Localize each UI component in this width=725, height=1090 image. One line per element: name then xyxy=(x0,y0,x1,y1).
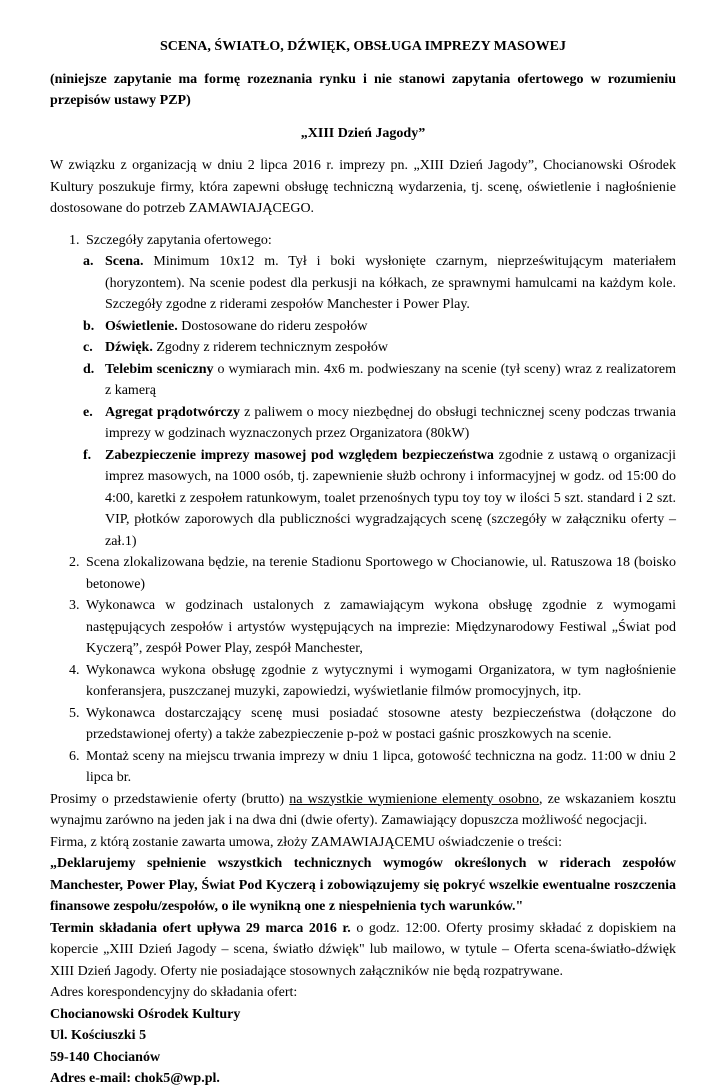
list-item-3 xyxy=(69,595,676,660)
sub-item-b xyxy=(83,316,676,338)
deadline-paragraph xyxy=(50,918,676,983)
sub-item-b-lead: Oświetlenie. xyxy=(105,318,178,334)
offer-request-paragraph xyxy=(50,789,676,832)
offer-request-underlined: na wszystkie wymienione elementy osobno xyxy=(289,791,540,807)
sub-item-f-letter: f. xyxy=(83,447,92,463)
sub-item-b-text xyxy=(105,316,676,338)
sub-item-b-letter: b. xyxy=(83,318,95,334)
sub-item-e-text xyxy=(105,402,676,445)
list-item-2-number: 2. xyxy=(69,555,80,570)
sub-item-d-text xyxy=(105,359,676,402)
sub-item-a-text xyxy=(105,251,676,316)
org-name: Chocianowski Ośrodek Kultury xyxy=(50,1006,241,1022)
sub-item-c-text xyxy=(105,337,676,359)
sub-item-c-lead: Dźwięk. xyxy=(105,340,153,355)
sub-item-d-body: o wymiarach min. 4x6 m. podwieszany na scenie (tył sceny) wraz z realizatorem z kamerą xyxy=(105,361,676,398)
deadline-bold: Termin składania ofert upływa 29 marca 2016 r. xyxy=(50,920,351,936)
list-item-3-text: Wykonawca w godzinach ustalonych z zamawiającym wykona obsługę zgodnie z wymogami następujących zespołów i artystów występujących na imprezie: Międzynarodowy Festiwal „Świat pod Kyczerą”, zespół Power Play, zespół Manchester, xyxy=(86,598,676,656)
event-title: „XIII Dzień Jagody” xyxy=(300,125,426,141)
list-item-5-text: Wykonawca dostarczający scenę musi posiadać stosowne atesty bezpieczeństwa (dołączone do przedstawionej oferty) a także zabezpieczenie p-poż w postaci gaśnic proszkowych na scenie. xyxy=(86,705,676,742)
sub-item-d-lead: Telebim sceniczny xyxy=(105,361,214,377)
sub-item-d-letter: d. xyxy=(83,361,95,377)
sub-item-d xyxy=(83,359,676,402)
sub-item-f-lead: Zabezpieczenie imprezy masowej pod względem bezpieczeństwa xyxy=(105,447,494,463)
address-intro: Adres korespondencyjny do składania ofert: xyxy=(50,985,298,1000)
org-city: 59-140 Chocianów xyxy=(50,1049,161,1065)
sub-item-c xyxy=(83,337,676,359)
ordered-list xyxy=(50,230,676,789)
list-item-1 xyxy=(69,230,676,252)
sub-item-e-body: z paliwem o mocy niezbędnej do obsługi technicznej sceny podczas trwania imprezy w godzinach wyznaczonych przez Organizatora (80kW) xyxy=(105,404,676,441)
declaration-paragraph: „Deklarujemy spełnienie wszystkich technicznych wymogów określonych w riderach zespołów Manchester, Power Play, Świat Pod Kyczerą i zobowiązujemy się pokryć wszelkie ewentualne roszczenia finansowe zespołu/zespołów, o ile wynikną one z niespełnienia tych warunków." xyxy=(50,856,676,914)
list-item-1-text: Szczegóły zapytania ofertowego: xyxy=(86,232,272,248)
document-title: SCENA, ŚWIATŁO, DŹWIĘK, OBSŁUGA IMPREZY MASOWEJ xyxy=(159,39,567,54)
sub-item-a-lead: Scena. xyxy=(105,254,144,269)
list-item-6-text: Montaż sceny na miejscu trwania imprezy w dniu 1 lipca, gotowość techniczna na godz. 11:00 w dniu 2 lipca br. xyxy=(86,748,676,785)
list-item-5-number: 5. xyxy=(69,705,80,721)
sub-item-f-text xyxy=(105,445,676,553)
org-email: Adres e-mail: chok5@wp.pl. xyxy=(50,1071,220,1086)
sub-item-e-lead: Agregat prądotwórczy xyxy=(105,404,240,420)
list-item-3-number: 3. xyxy=(69,598,80,613)
list-item-6-number: 6. xyxy=(69,748,80,764)
list-item-6 xyxy=(69,746,676,789)
sub-item-a-letter: a. xyxy=(83,254,94,269)
sub-item-c-body: Zgodny z riderem technicznym zespołów xyxy=(152,340,389,355)
offer-request-post: , ze wskazaniem kosztu wynajmu zarówno na jeden jak i na dwa dni (dwie oferty). Zamawiający dopuszcza możliwość negocjacji. xyxy=(50,791,676,828)
list-item-5 xyxy=(69,703,676,746)
list-item-2-text: Scena zlokalizowana będzie, na terenie Stadionu Sportowego w Chocianowie, ul. Ratuszowa 18 (boisko betonowe) xyxy=(86,555,676,592)
sub-item-f xyxy=(83,445,676,553)
agreement-intro-paragraph: Firma, z którą zostanie zawarta umowa, złoży ZAMAWIAJĄCEMU oświadczenie o treści: xyxy=(50,834,563,850)
sub-item-e xyxy=(83,402,676,445)
sub-item-c-letter: c. xyxy=(83,340,93,355)
intro-paragraph: W związku z organizacją w dniu 2 lipca 2016 r. imprezy pn. „XIII Dzień Jagody”, Chocianowski Ośrodek Kultury poszukuje firmy, która zapewni obsługę techniczną wydarzenia, tj. scenę, oświetlenie i nagłośnienie dostosowane do potrzeb ZAMAWIAJĄCEGO. xyxy=(50,158,676,216)
org-street: Ul. Kościuszki 5 xyxy=(50,1028,147,1043)
sub-item-a xyxy=(83,251,676,316)
list-item-4-number: 4. xyxy=(69,662,80,678)
offer-request-pre: Prosimy o przedstawienie oferty (brutto) xyxy=(50,791,290,807)
sub-item-f-body: zgodnie z ustawą o organizacji imprez masowych, na 1000 osób, tj. zapewnienie służb ochrony i informacyjnej w godz. od 15:00 do 4:00, karetki z zespołem ratunkowym, toalet przenośnych typu toy toy w ilości 5 szt. standard i 2 szt. VIP, płotków zaporowych dla publiczności wygradzających scenę (szczegóły w załączniku oferty – zał.1) xyxy=(105,447,676,549)
sub-item-b-body: Dostosowane do rideru zespołów xyxy=(177,318,368,334)
deadline-rest: o godz. 12:00. Oferty prosimy składać z dopiskiem na kopercie „XIII Dzień Jagody – scena, światło dźwięk" lub mailowo, w tytule – Oferta scena-światło-dźwięk XIII Dzień Jagody. Oferty nie posiadające stosownych załączników nie będą rozpatrywane. xyxy=(50,920,676,979)
list-item-1-number: 1. xyxy=(69,232,80,248)
list-item-4 xyxy=(69,660,676,703)
list-item-2 xyxy=(69,552,676,595)
list-item-4-text: Wykonawca wykona obsługę zgodnie z wytycznymi i wymogami Organizatora, w tym nagłośnienie konferansjera, puszczanej muzyki, zapowiedzi, wyświetlanie filmów promocyjnych, itp. xyxy=(86,662,676,699)
sub-item-a-body: Minimum 10x12 m. Tył i boki wysłonięte czarnym, nieprześwitującym materiałem (horyzontem). Na scenie podest dla perkusji na kółkach, ze sprawnymi hamulcami na każdym kole. Szczegóły zgodne z riderami zespołów Manchester i Power Play. xyxy=(105,254,676,312)
sub-item-e-letter: e. xyxy=(83,404,93,420)
disclaimer-paragraph: (niniejsze zapytanie ma formę rozeznania rynku i nie stanowi zapytania ofertowego w rozumieniu przepisów ustawy PZP) xyxy=(50,71,676,108)
